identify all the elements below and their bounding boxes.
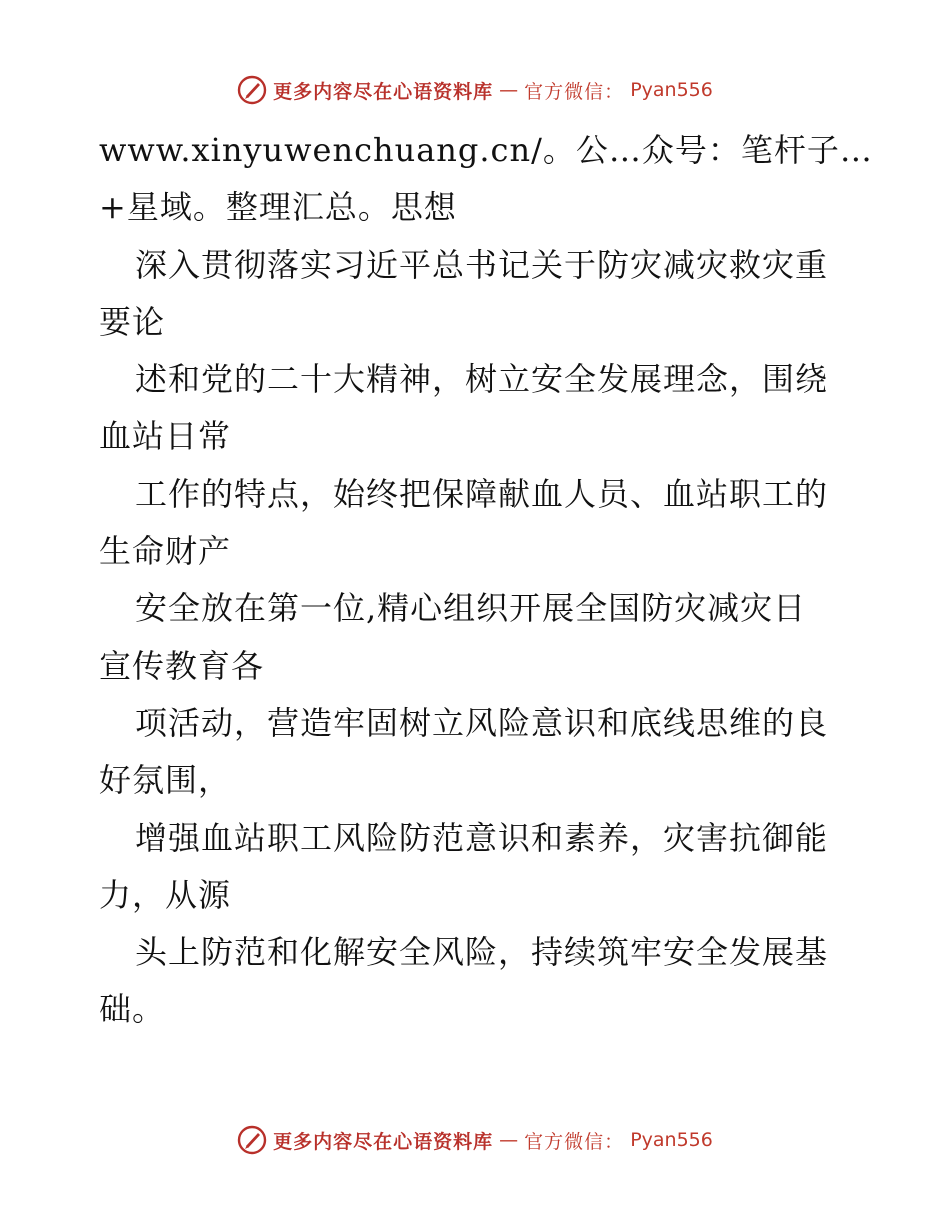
body-text: [99, 122, 873, 1039]
text-line: +星域。整理汇总。思想: [99, 188, 457, 227]
text-line: 工作的特点，始终把保障献血人员、血站职工的: [135, 474, 829, 513]
text-line: 深入贯彻落实习近平总书记关于防灾减灾救灾重: [135, 245, 829, 284]
footer-wechat-label: 官方微信：: [524, 1130, 625, 1153]
footer-banner-text: 更多内容尽在心语资料库: [273, 1130, 494, 1153]
footer-banner-dash: —: [499, 1129, 519, 1151]
header-banner: [0, 70, 950, 110]
text-line: 力，从源: [99, 875, 232, 914]
header-banner-text: 更多内容尽在心语资料库: [273, 80, 494, 103]
text-line: 安全放在第一位,精心组织开展全国防灾减灾日: [135, 589, 807, 628]
text-line: 好氛围，: [99, 761, 232, 800]
footer-wechat-id: Pyan556: [630, 1129, 713, 1151]
text-line: 生命财产: [99, 532, 232, 571]
text-line: 增强血站职工风险防范意识和素养，灾害抗御能: [135, 818, 829, 857]
footer-banner: [0, 1120, 950, 1160]
header-wechat-id: Pyan556: [630, 79, 713, 101]
header-banner-dash: —: [499, 79, 519, 101]
text-line: 述和党的二十大精神，树立安全发展理念，围绕: [135, 360, 829, 399]
quill-logo-icon: [237, 1125, 267, 1155]
header-wechat-label: 官方微信：: [524, 80, 625, 103]
text-line: 要论: [99, 302, 166, 341]
text-line: 头上防范和化解安全风险，持续筑牢安全发展基: [135, 933, 829, 972]
text-line: www.xinyuwenchuang.cn/。公…众号：笔杆子…: [99, 131, 873, 169]
text-line: 项活动，营造牢固树立风险意识和底线思维的良: [135, 703, 829, 742]
text-line: 宣传教育各: [99, 646, 265, 685]
quill-logo-icon: [237, 75, 267, 105]
text-line: 血站日常: [99, 417, 232, 456]
text-line: 础。: [99, 990, 166, 1029]
